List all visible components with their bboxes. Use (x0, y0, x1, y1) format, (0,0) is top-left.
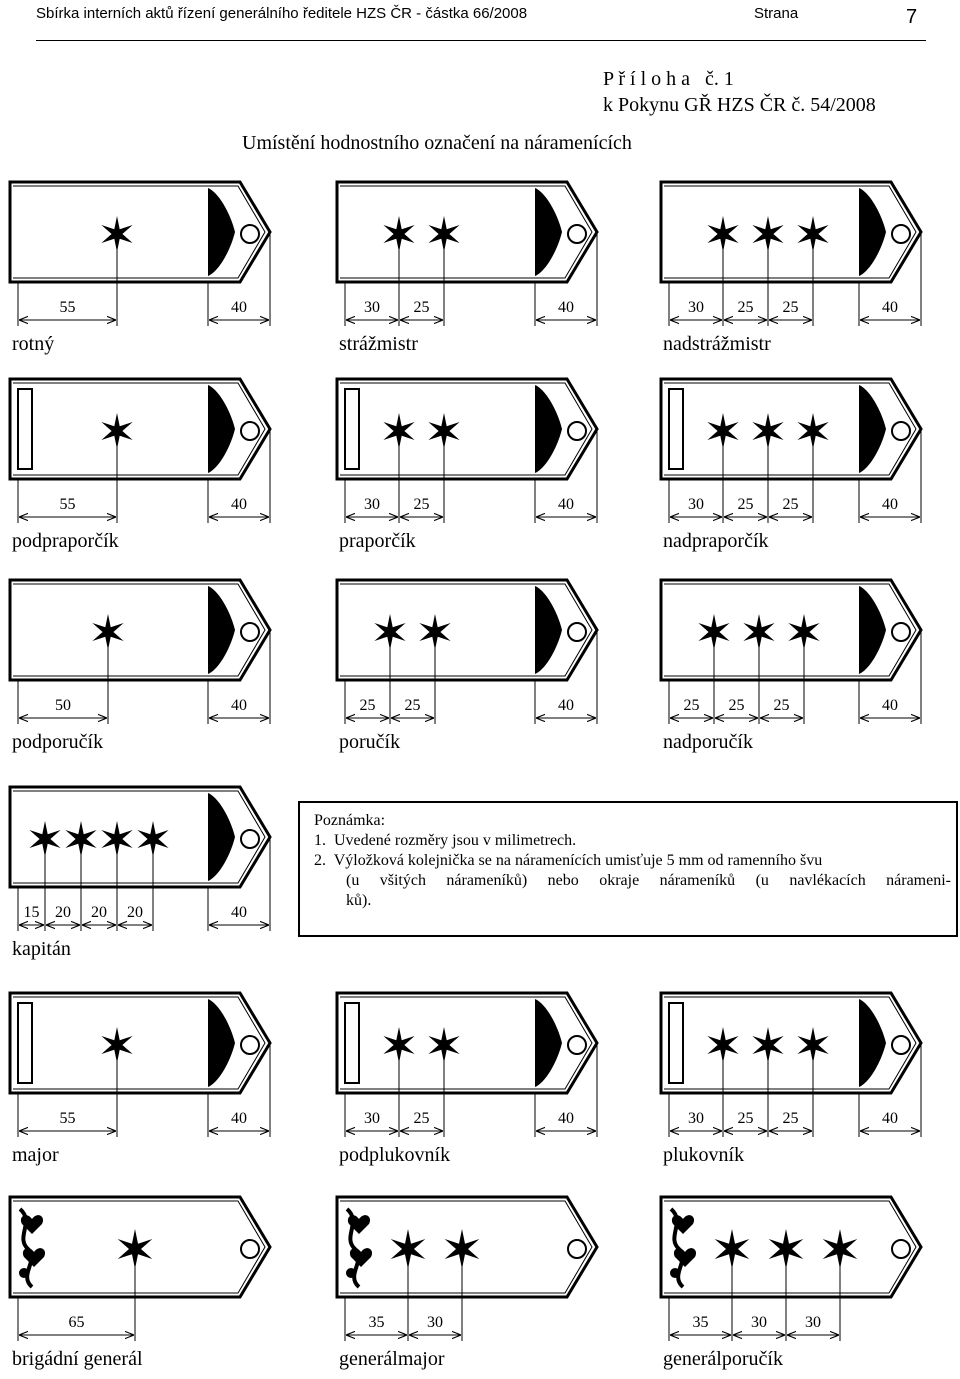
dimension-label: 40 (882, 697, 898, 714)
dimension-label: 40 (231, 299, 247, 316)
dimension-label: 30 (751, 1314, 767, 1331)
button-circle (892, 1036, 910, 1054)
dimension-label: 40 (558, 496, 574, 513)
ornament-leaf (23, 1248, 45, 1267)
note-item-2-cont: (u všitých nárameníků) nebo okraje nárameníků (u navlékacích nárameni- (346, 872, 951, 889)
epaulette-14 (10, 1197, 270, 1370)
dimension-label: 55 (59, 1110, 76, 1127)
strap-end-tab (859, 586, 886, 674)
button-circle (568, 1036, 586, 1054)
dimension-label: 40 (231, 496, 247, 513)
rank-name: nadstrážmistr (663, 333, 771, 355)
epaulette-8 (337, 580, 597, 753)
dimension-label: 20 (91, 904, 107, 921)
epaulette-15 (337, 1197, 597, 1370)
rank-name: praporčík (339, 530, 416, 552)
dimension-label: 25 (413, 299, 430, 316)
annex-line-2: k Pokynu GŘ HZS ČR č. 54/2008 (603, 94, 876, 116)
dimension-label: 35 (368, 1314, 385, 1331)
general-ornament (670, 1209, 696, 1287)
dimension-label: 30 (364, 299, 380, 316)
strap-end-tab (208, 385, 235, 473)
rank-rail (345, 389, 359, 469)
dimension-label: 25 (782, 1110, 799, 1127)
dimension-label: 20 (55, 904, 71, 921)
rank-name: nadpraporčík (663, 530, 769, 552)
dimension-label: 25 (737, 299, 754, 316)
dimension-label: 30 (688, 299, 704, 316)
dimension-label: 40 (558, 299, 574, 316)
dimension-label: 30 (805, 1314, 821, 1331)
note-item-2: 2. Výložková kolejnička se na náramenících umisťuje 5 mm od ramenního švu (314, 852, 823, 869)
dimension-label: 25 (737, 496, 754, 513)
button-circle (241, 225, 259, 243)
annex-line-1: P ř í l o h a č. 1 (603, 68, 734, 90)
dimension-label: 25 (413, 496, 430, 513)
rank-name: podporučík (12, 731, 104, 753)
rank-name: podplukovník (339, 1144, 451, 1166)
rank-rail (18, 389, 32, 469)
dimension-label: 30 (364, 1110, 380, 1127)
dimension-label: 40 (882, 299, 898, 316)
epaulette-16 (661, 1197, 921, 1370)
dimension-label: 55 (59, 299, 76, 316)
button-circle (241, 623, 259, 641)
page-number: 7 (906, 6, 918, 28)
collection-title: Sbírka interních aktů řízení generálního ředitele HZS ČR - částka 66/2008 (36, 5, 528, 22)
dimension-label: 25 (413, 1110, 430, 1127)
rank-name: podpraporčík (12, 530, 119, 552)
strap-end-tab (208, 188, 235, 276)
button-circle (241, 830, 259, 848)
ornament-leaf (350, 1248, 372, 1267)
strap-end-tab (208, 793, 235, 881)
rank-name: generálporučík (663, 1348, 783, 1370)
note-box (298, 801, 958, 937)
dimension-label: 20 (127, 904, 143, 921)
strap-end-tab (535, 385, 562, 473)
button-circle (892, 225, 910, 243)
dimension-label: 50 (55, 697, 71, 714)
rank-name: kapitán (12, 938, 71, 960)
dimension-label: 30 (688, 1110, 704, 1127)
button-circle (568, 225, 586, 243)
button-circle (892, 623, 910, 641)
strap-end-tab (859, 999, 886, 1087)
button-circle (241, 422, 259, 440)
rank-rail (18, 1003, 32, 1083)
button-circle (892, 422, 910, 440)
dimension-label: 30 (364, 496, 380, 513)
ornament-leaf (674, 1248, 696, 1267)
epaulette-13 (661, 993, 921, 1166)
note-item-1: 1. Uvedené rozměry jsou v milimetrech. (314, 832, 577, 849)
strap-end-tab (208, 999, 235, 1087)
strap-end-tab (535, 586, 562, 674)
epaulette-3 (661, 182, 921, 355)
button-circle (568, 623, 586, 641)
button-circle (241, 1036, 259, 1054)
dimension-label: 15 (23, 904, 40, 921)
epaulette-1 (10, 182, 270, 355)
rank-name: major (12, 1144, 59, 1166)
dimension-label: 40 (558, 697, 574, 714)
rank-rail (669, 389, 683, 469)
rank-name: poručík (339, 731, 401, 753)
rank-rail (669, 1003, 683, 1083)
dimension-label: 65 (68, 1314, 85, 1331)
epaulette-12 (337, 993, 597, 1166)
epaulette-11 (10, 993, 270, 1166)
epaulette-4 (10, 379, 270, 552)
dimension-label: 25 (683, 697, 700, 714)
note-item-2-end: ků). (346, 892, 372, 909)
strap-end-tab (859, 188, 886, 276)
strap-end-tab (535, 188, 562, 276)
rank-name: nadporučík (663, 731, 753, 753)
dimension-label: 55 (59, 496, 76, 513)
dimension-label: 40 (231, 904, 247, 921)
dimension-label: 30 (688, 496, 704, 513)
epaulette-6 (661, 379, 921, 552)
strap-end-tab (859, 385, 886, 473)
dimension-label: 25 (359, 697, 376, 714)
rank-name: brigádní generál (12, 1348, 143, 1370)
epaulette-7 (10, 580, 270, 753)
dimension-label: 40 (231, 697, 247, 714)
ornament-berry (670, 1268, 680, 1278)
dimension-label: 25 (782, 299, 799, 316)
dimension-label: 30 (427, 1314, 443, 1331)
rank-name: strážmistr (339, 333, 418, 355)
rank-name: rotný (12, 333, 55, 355)
rank-name: plukovník (663, 1144, 745, 1166)
ornament-berry (19, 1268, 29, 1278)
ornament-berry (346, 1268, 356, 1278)
dimension-label: 40 (231, 1110, 247, 1127)
button-circle (568, 422, 586, 440)
dimension-label: 25 (773, 697, 790, 714)
dimension-label: 40 (558, 1110, 574, 1127)
epaulette-9 (661, 580, 921, 753)
dimension-label: 25 (404, 697, 421, 714)
epaulette-2 (337, 182, 597, 355)
epaulette-10 (10, 787, 270, 960)
general-ornament (346, 1209, 372, 1287)
general-ornament (19, 1209, 45, 1287)
button-circle (892, 1240, 910, 1258)
note-heading: Poznámka: (314, 812, 386, 829)
dimension-label: 40 (882, 1110, 898, 1127)
dimension-label: 40 (882, 496, 898, 513)
dimension-label: 35 (692, 1314, 709, 1331)
epaulette-5 (337, 379, 597, 552)
page-title: Umístění hodnostního označení na náramenících (242, 132, 632, 154)
dimension-label: 25 (737, 1110, 754, 1127)
strap-end-tab (535, 999, 562, 1087)
button-circle (568, 1240, 586, 1258)
rank-name: generálmajor (339, 1348, 445, 1370)
button-circle (241, 1240, 259, 1258)
dimension-label: 25 (782, 496, 799, 513)
strap-end-tab (208, 586, 235, 674)
dimension-label: 25 (728, 697, 745, 714)
rank-rail (345, 1003, 359, 1083)
page-label: Strana (754, 5, 799, 22)
